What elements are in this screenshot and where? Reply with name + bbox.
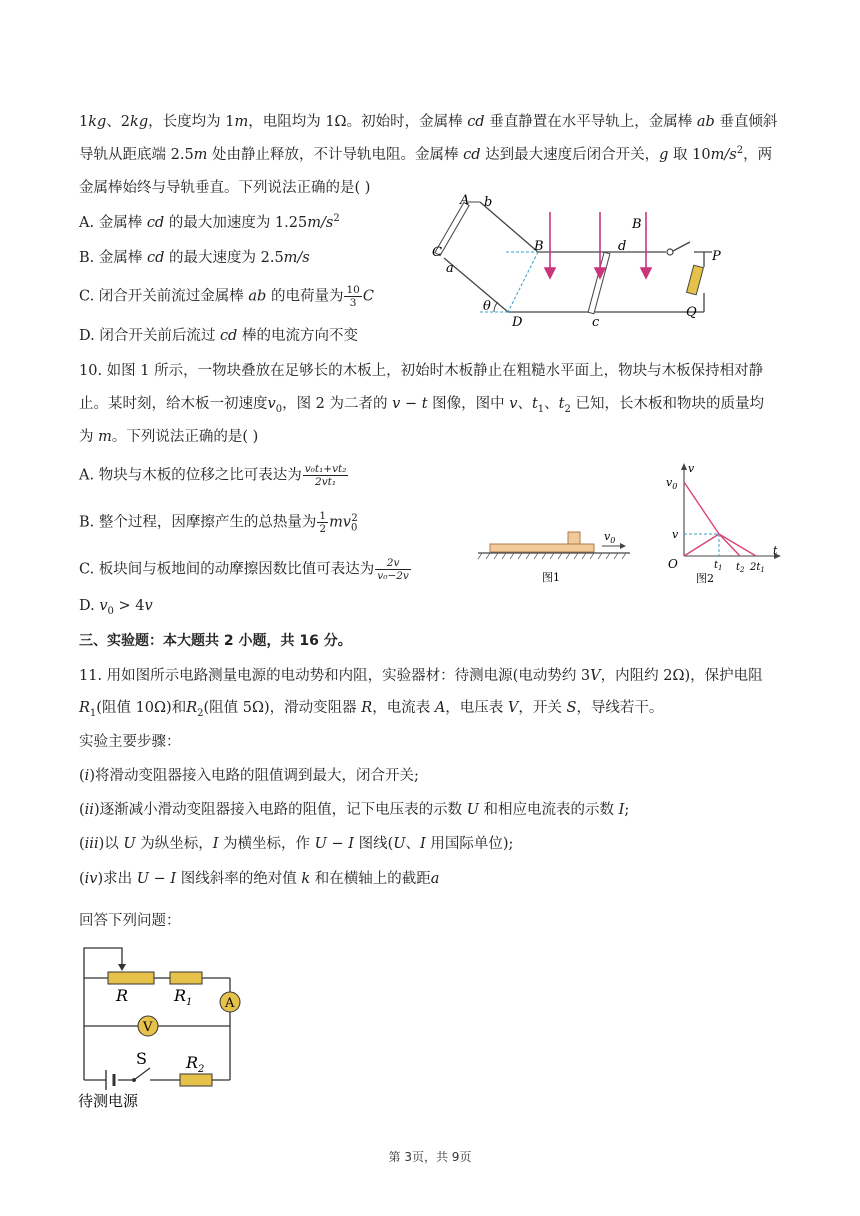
q9-option-d: D. 闭合开关前后流过 cd 棒的电流方向不变 xyxy=(79,328,358,344)
label-r2: $R_2$ xyxy=(186,1053,205,1075)
q9-option-c: C. 闭合开关前流过金属棒 ab 的电荷量为 $\frac{10}{3}$ C xyxy=(79,284,374,309)
q11-step-4: (iv)求出 U − I 图线斜率的绝对值 k 和在横轴上的截距a xyxy=(79,871,440,887)
label-c-upper: C xyxy=(432,245,442,260)
q11-line-2: $R_1$(阻值 10Ω)和$R_2$(阻值 5Ω)，滑动变阻器 R，电流表 A，电压表 V，开关 S，导线若干。 xyxy=(79,700,664,719)
label-field-b: B xyxy=(632,217,642,232)
q11-step-1: (i)将滑动变阻器接入电路的阻值调到最大，闭合开关; xyxy=(79,768,419,784)
axis-t-label: t xyxy=(773,544,778,557)
q9-option-a: A. 金属棒 cd 的最大加速度为 $1.25m/s^2$ xyxy=(79,213,340,231)
label-q: Q xyxy=(686,305,697,320)
q9-line-1: 1kg、2kg，长度均为 1m，电阻均为 1Ω。初始时，金属棒 cd 垂直静置在水平导轨上，金属棒 ab 垂直倾斜 xyxy=(79,114,778,130)
v-tick-label: v xyxy=(672,528,679,541)
t2-tick-label: $t_2$ xyxy=(736,562,745,574)
resistor-r2 xyxy=(180,1074,212,1086)
circuit-diagram xyxy=(74,940,254,1112)
label-c-lower: c xyxy=(592,315,600,330)
fraction: $\frac{10}{3}$ xyxy=(346,284,360,309)
label-s: S xyxy=(136,1049,147,1068)
resistor-r1 xyxy=(170,972,202,984)
q10-option-a: A. 物块与木板的位移之比可表达为 $\frac{\text{v₀t₁+vt₂}}{\text{2vt₁}}$ xyxy=(79,463,347,488)
label-a-upper: A xyxy=(460,193,470,208)
label-p: P xyxy=(712,249,721,264)
page-footer: 第 3页，共 9页 xyxy=(388,1150,472,1164)
q10-line-2: 止。某时刻，给木板一初速度$v_0$，图 2 为二者的 v − t 图像，图中 v、$t_1$、$t_2$ 已知，长木板和物块的质量均 xyxy=(79,396,764,415)
label-d-upper: D xyxy=(512,315,523,330)
q11-step-3: (iii)以 U 为纵坐标，I 为横坐标，作 U − I 图线(U、I 用国际单位); xyxy=(79,836,514,852)
label-a-lower: a xyxy=(446,261,454,276)
q9-line-3: 金属棒始终与导轨垂直。下列说法正确的是( ) xyxy=(79,180,371,196)
q10-option-b: B. 整个过程，因摩擦产生的总热量为 $\frac{1}{2}$ $mv_0^2$ xyxy=(79,510,358,535)
section-heading: 三、实验题：本大题共 2 小题，共 16 分。 xyxy=(79,633,352,649)
q10-option-c: C. 板块间与板地间的动摩擦因数比值可表达为 $\frac{2v}{\text{v₀−2v}}$ xyxy=(79,557,409,582)
fraction: $\frac{\text{v₀t₁+vt₂}}{\text{2vt₁}}$ xyxy=(304,463,347,488)
figure-2-caption: 图2 xyxy=(696,572,714,585)
q11-steps-title: 实验主要步骤： xyxy=(79,734,181,750)
q9-line-2: 导轨从距底端 2.5m 处由静止释放，不计导轨电阻。金属棒 cd 达到最大速度后闭合开关，g 取 $10m/s^2$，两 xyxy=(79,145,773,163)
q9-rail-figure xyxy=(428,190,728,335)
label-b-lower: b xyxy=(484,195,493,210)
label-r1: $R_1$ xyxy=(174,986,193,1008)
label-r: R xyxy=(116,986,129,1005)
q10-line-1: 10. 如图 1 所示，一物块叠放在足够长的木板上，初始时木板静止在粗糙水平面上，物块与木板保持相对静 xyxy=(79,363,764,379)
fraction: $\frac{1}{2}$ xyxy=(319,510,327,535)
fraction: $\frac{2v}{\text{v₀−2v}}$ xyxy=(377,557,409,582)
v0-label: $v_0$ xyxy=(604,530,616,545)
q11-line-1: 11. 用如图所示电路测量电源的电动势和内阻，实验器材：待测电源(电动势约 3V，内阻约 2Ω)，保护电阻 xyxy=(79,668,763,684)
q10-figure-2 xyxy=(660,460,790,588)
q10-line-3: 为 m。下列说法正确的是( ) xyxy=(79,429,259,445)
label-d-lower: d xyxy=(618,239,627,254)
t1-tick-label: $t_1$ xyxy=(714,560,723,572)
label-b-upper: B xyxy=(534,239,544,254)
q9-option-b: B. 金属棒 cd 的最大速度为 2.5m/s xyxy=(79,250,310,266)
2t1-tick-label: $2t_1$ xyxy=(750,562,765,574)
q11-answer-prompt: 回答下列问题： xyxy=(79,913,181,929)
ammeter-label: A xyxy=(225,996,235,1011)
v0-tick-label: $v_0$ xyxy=(666,476,678,491)
ground-hatching xyxy=(478,553,626,559)
q10-option-d: D. $v_0 > 4v$ xyxy=(79,598,153,617)
q11-step-2: (ii)逐渐减小滑动变阻器接入电路的阻值，记下电压表的示数 U 和相应电流表的示数 I; xyxy=(79,802,630,818)
axis-v-label: v xyxy=(688,462,695,475)
figure-1-caption: 图1 xyxy=(542,571,560,584)
voltmeter-label: V xyxy=(143,1020,153,1035)
battery-label: 待测电源 xyxy=(78,1092,139,1110)
origin-label: O xyxy=(668,557,678,571)
q10-figure-1 xyxy=(470,525,640,587)
rheostat-r xyxy=(108,972,154,984)
label-theta: θ xyxy=(483,299,491,314)
